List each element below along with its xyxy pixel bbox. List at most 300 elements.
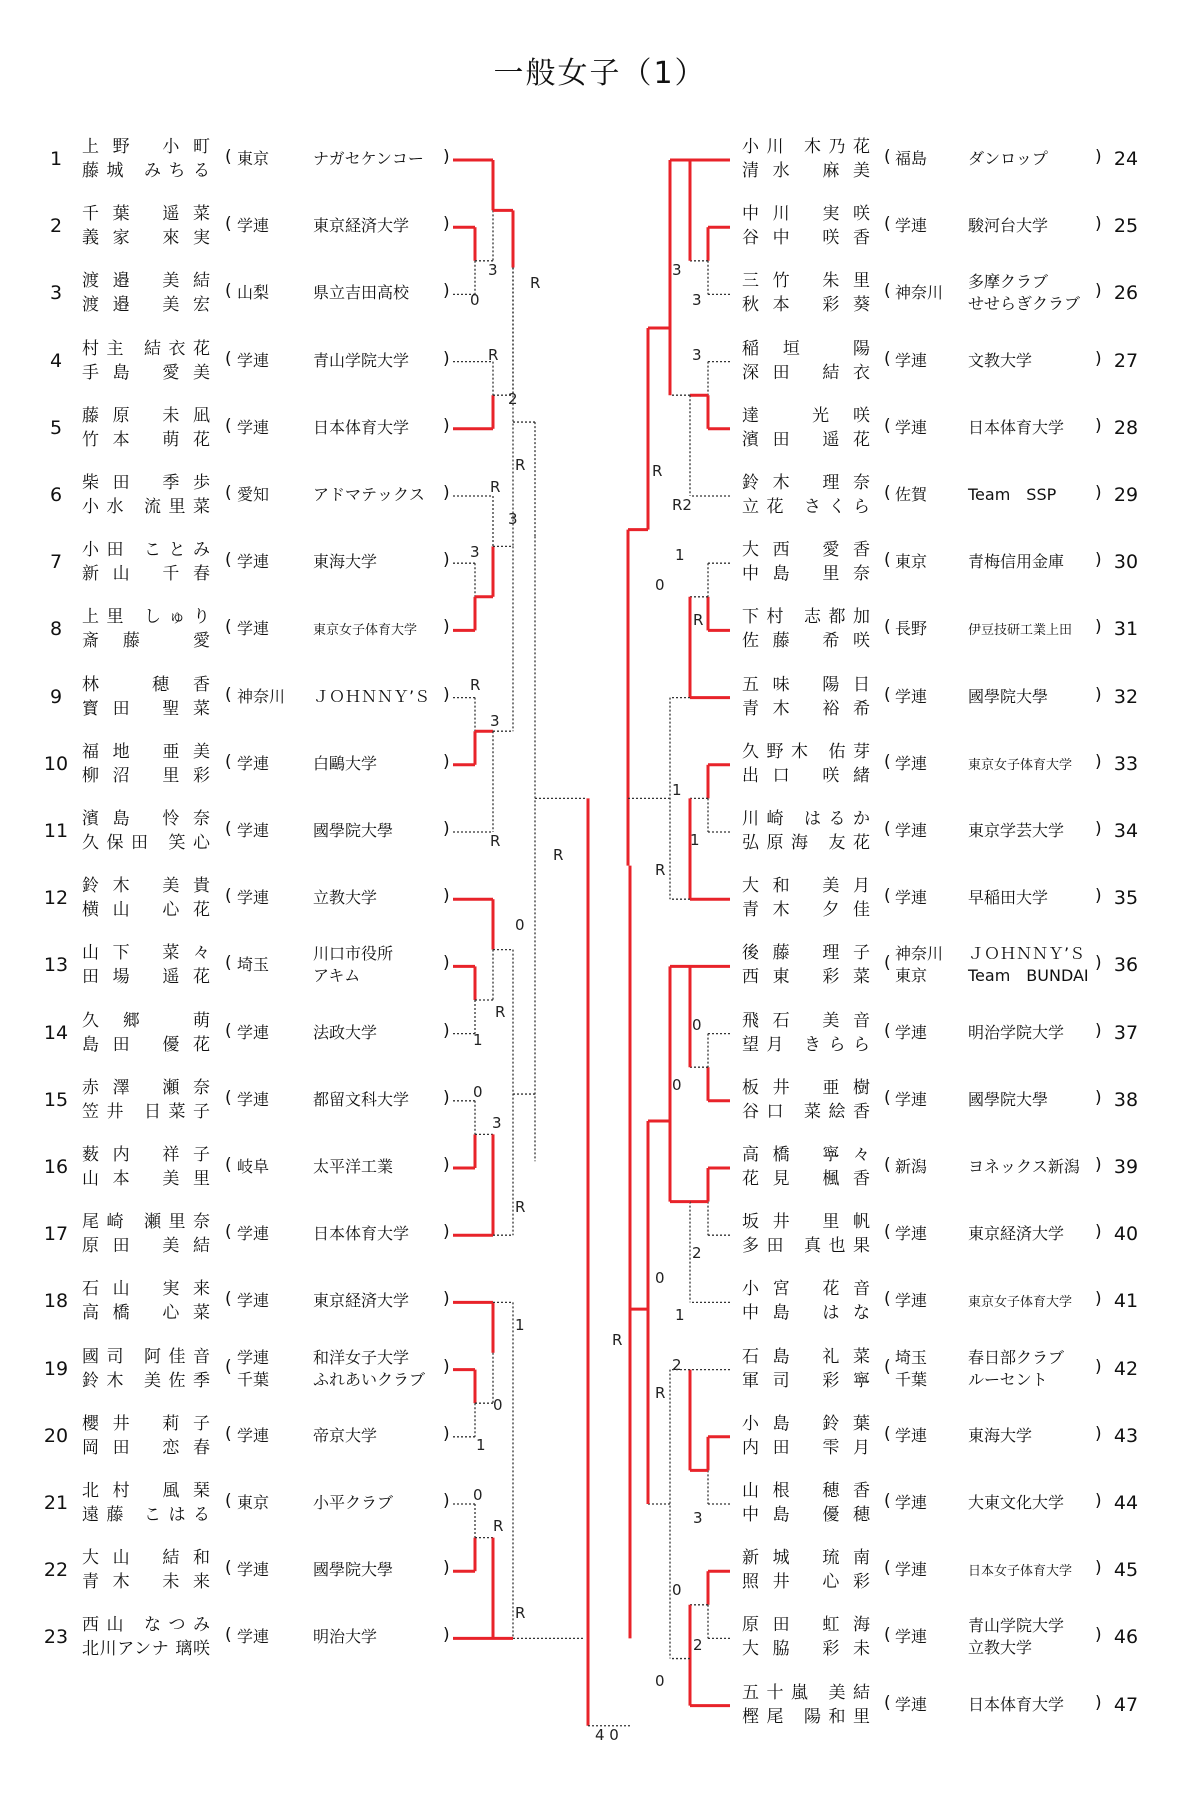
close-paren: ) [443, 819, 450, 839]
prefecture: 学連 [237, 1291, 270, 1311]
player-name: 藤原 未凪 [82, 405, 210, 426]
open-paren: ( [884, 819, 891, 839]
prefecture: 学連 [237, 1560, 270, 1580]
open-paren: ( [884, 684, 891, 705]
club-name: ダンロップ [968, 149, 1048, 168]
close-paren: ) [1095, 1087, 1102, 1108]
player-name: 石山 実来 [82, 1279, 210, 1300]
player-name: 千葉 遥菜 [82, 204, 210, 225]
club-name: 小平クラブ [313, 1493, 394, 1512]
prefecture: 新潟 [895, 1157, 928, 1176]
player-name: 望月 きらら [742, 1034, 870, 1055]
close-paren: ) [443, 1356, 450, 1377]
draw-number: 13 [43, 954, 69, 977]
player-name: 花見 楓香 [742, 1169, 870, 1189]
club-name: ＪＯＨＮＮＹ’Ｓ [313, 686, 431, 706]
match-score: 3 [492, 1114, 502, 1132]
prefecture: 東京 [237, 149, 270, 168]
club-name: ナガセケンコー [313, 149, 424, 168]
draw-number: 43 [1113, 1424, 1139, 1447]
player-name: 秋本 彩葵 [742, 295, 870, 316]
close-paren: ) [1095, 886, 1102, 907]
prefecture: 神奈川 [895, 944, 944, 964]
player-name: 久野木 佑芽 [742, 741, 870, 762]
open-paren: ( [884, 1491, 891, 1511]
player-name: 島田 優花 [82, 1034, 210, 1055]
close-paren: ) [443, 953, 450, 974]
player-name: 小田 ことみ [82, 540, 210, 561]
player-name: 渡邉 美結 [82, 271, 210, 292]
open-paren: ( [225, 1491, 232, 1511]
close-paren: ) [1095, 214, 1102, 235]
prefecture: 学連 [895, 888, 928, 908]
player-name: 小水 流里菜 [82, 497, 210, 517]
club-name: 國學院大學 [968, 1089, 1049, 1109]
prefecture: 学連 [237, 350, 270, 370]
club-name: Team BUNDAI [968, 966, 1089, 986]
draw-number: 17 [43, 1223, 69, 1246]
close-paren: ) [1095, 147, 1102, 167]
match-score: 0 [672, 1581, 682, 1599]
match-score: R [490, 478, 501, 496]
club-name: 東京女子体育大学 [968, 1295, 1073, 1311]
player-name: 柴田 季歩 [82, 473, 210, 493]
prefecture: 学連 [237, 1089, 270, 1109]
club-name: ヨネックス新潟 [968, 1157, 1080, 1176]
draw-number: 21 [43, 1492, 69, 1514]
prefecture: 学連 [895, 1425, 928, 1445]
open-paren: ( [225, 1558, 232, 1579]
open-paren: ( [225, 483, 232, 503]
club-name: 太平洋工業 [313, 1157, 394, 1176]
club-name: 東京経済大学 [313, 216, 410, 236]
open-paren: ( [225, 1087, 232, 1108]
draw-number: 23 [43, 1626, 69, 1649]
draw-number: 27 [1113, 349, 1139, 372]
match-score: R [612, 1331, 623, 1349]
draw-number: 15 [43, 1088, 69, 1111]
prefecture: 学連 [237, 1627, 270, 1647]
close-paren: ) [1095, 1020, 1102, 1041]
prefecture: 学連 [237, 1347, 270, 1367]
draw-number: 5 [49, 416, 63, 439]
player-name: 笠井 日菜子 [82, 1101, 210, 1122]
match-score: R [493, 1517, 504, 1535]
open-paren: ( [225, 1020, 232, 1041]
player-name: 岡田 恋春 [82, 1437, 210, 1458]
player-name: 上里 しゅり [82, 607, 210, 628]
player-name: 大西 愛香 [742, 540, 870, 561]
draw-number: 19 [43, 1357, 69, 1380]
prefecture: 東京 [237, 1493, 270, 1512]
match-score: 0 [473, 1486, 483, 1504]
close-paren: ) [443, 617, 450, 638]
close-paren: ) [443, 1222, 450, 1243]
close-paren: ) [443, 1289, 450, 1310]
match-score: R [553, 846, 564, 864]
match-score: 3 [470, 543, 480, 561]
close-paren: ) [443, 684, 450, 705]
draw-number: 32 [1113, 685, 1139, 708]
open-paren: ( [884, 617, 891, 638]
draw-number: 10 [43, 752, 69, 775]
open-paren: ( [225, 214, 232, 235]
match-score: 2 [508, 390, 518, 408]
open-paren: ( [884, 1289, 891, 1310]
club-name: 日本体育大学 [968, 1694, 1065, 1714]
player-name: 軍司 彩寧 [742, 1370, 870, 1391]
prefecture: 神奈川 [895, 283, 944, 303]
draw-number: 34 [1113, 820, 1139, 842]
close-paren: ) [1095, 953, 1102, 974]
match-score: R [655, 1384, 666, 1402]
club-name: 東京経済大学 [968, 1224, 1065, 1244]
close-paren: ) [1095, 1155, 1102, 1175]
prefecture: 学連 [237, 417, 270, 437]
match-score: R [652, 462, 663, 480]
open-paren: ( [884, 214, 891, 235]
match-score: 0 [473, 1083, 483, 1101]
draw-number: 37 [1113, 1021, 1139, 1044]
prefecture: 千葉 [237, 1369, 270, 1389]
prefecture: 学連 [895, 1694, 928, 1714]
prefecture: 学連 [895, 1022, 928, 1042]
player-name: 斎藤 愛 [82, 631, 210, 652]
prefecture: 学連 [895, 1224, 928, 1244]
open-paren: ( [225, 1356, 232, 1377]
club-name: 國學院大學 [313, 1560, 394, 1580]
draw-number: 22 [43, 1559, 69, 1582]
open-paren: ( [225, 1625, 232, 1646]
player-name: 大脇 彩未 [742, 1639, 870, 1660]
player-name: 上野 小町 [82, 137, 210, 157]
close-paren: ) [1095, 550, 1102, 571]
club-name: 明治学院大学 [968, 1022, 1065, 1042]
open-paren: ( [884, 953, 891, 974]
player-name: 田場 遥花 [82, 967, 210, 988]
draw-number: 7 [49, 551, 63, 574]
prefecture: 東京 [895, 966, 928, 986]
club-name: 青梅信用金庫 [968, 552, 1065, 572]
match-score: R [515, 1604, 526, 1622]
player-name: 藤城 みちる [82, 161, 210, 181]
match-score: 0 [470, 291, 480, 309]
prefecture: 学連 [237, 552, 270, 572]
prefecture: 佐賀 [895, 485, 928, 504]
club-name: 明治大学 [313, 1627, 378, 1647]
draw-number: 42 [1113, 1357, 1139, 1380]
match-score: 0 [515, 916, 525, 934]
club-name: 多摩クラブ [968, 272, 1049, 292]
match-score: 1 [672, 781, 682, 799]
player-name: 手島 愛美 [82, 362, 210, 383]
match-score: R [515, 456, 526, 474]
close-paren: ) [443, 1087, 450, 1108]
match-score: R [470, 676, 481, 694]
player-name: 西山 なつみ [82, 1615, 210, 1636]
close-paren: ) [1095, 1558, 1102, 1579]
close-paren: ) [1095, 1625, 1102, 1646]
club-name: 青山学院大学 [313, 350, 410, 370]
club-name: 伊豆技研工業上田 [968, 623, 1073, 639]
prefecture: 学連 [237, 619, 270, 639]
open-paren: ( [884, 147, 891, 167]
player-name: 新城 琉南 [742, 1548, 870, 1569]
close-paren: ) [1095, 483, 1102, 503]
club-name: ルーセント [968, 1369, 1048, 1389]
club-name: 東京経済大学 [313, 1291, 410, 1311]
player-name: 達 光咲 [742, 405, 870, 426]
open-paren: ( [884, 1020, 891, 1041]
close-paren: ) [1095, 1289, 1102, 1310]
close-paren: ) [1095, 1491, 1102, 1511]
open-paren: ( [225, 1423, 232, 1444]
player-name: 弘原海 友花 [742, 833, 870, 853]
club-name: 白鷗大学 [313, 753, 378, 773]
draw-number: 31 [1113, 618, 1139, 641]
prefecture: 学連 [237, 1022, 270, 1042]
club-name: 立教大学 [313, 888, 378, 908]
open-paren: ( [225, 348, 232, 369]
player-name: 林 穂香 [82, 674, 210, 695]
open-paren: ( [884, 1222, 891, 1243]
player-name: 山下 菜々 [82, 943, 210, 964]
match-score: R [530, 274, 541, 292]
club-name: 和洋女子大学 [313, 1347, 410, 1367]
club-name: 都留文科大学 [313, 1089, 410, 1109]
draw-number: 20 [43, 1424, 69, 1447]
draw-number: 25 [1113, 215, 1139, 238]
player-name: 高橋 寧々 [742, 1145, 870, 1165]
prefecture: 学連 [895, 753, 928, 773]
player-name: 久保田 笑心 [82, 833, 210, 853]
close-paren: ) [443, 550, 450, 571]
player-name: 小島 鈴葉 [742, 1413, 870, 1434]
club-name: 春日部クラブ [968, 1347, 1065, 1367]
club-name: 日本体育大学 [313, 1224, 410, 1244]
player-name: 中川 実咲 [742, 204, 870, 225]
close-paren: ) [443, 1491, 450, 1511]
player-name: 遠藤 こはる [82, 1505, 210, 1525]
close-paren: ) [1095, 348, 1102, 369]
prefecture: 学連 [237, 1224, 270, 1244]
player-name: 立花 さくら [742, 497, 870, 517]
player-name: 大山 結和 [82, 1548, 210, 1569]
player-name: 中島 里奈 [742, 564, 870, 585]
prefecture: 東京 [895, 552, 928, 572]
player-name: 鈴木 美貴 [82, 876, 210, 897]
club-name: 東海大学 [968, 1425, 1033, 1445]
prefecture: 学連 [895, 1627, 928, 1647]
open-paren: ( [225, 819, 232, 839]
draw-number: 39 [1113, 1156, 1139, 1178]
open-paren: ( [884, 483, 891, 503]
club-name: 大東文化大学 [968, 1493, 1065, 1512]
open-paren: ( [884, 1625, 891, 1646]
close-paren: ) [1095, 1423, 1102, 1444]
prefecture: 学連 [895, 686, 928, 706]
match-score: 3 [672, 261, 682, 279]
player-name: 高橋 心菜 [82, 1303, 210, 1324]
player-name: 佐藤 希咲 [742, 631, 870, 652]
player-name: 青木 夕佳 [742, 900, 870, 921]
open-paren: ( [884, 1423, 891, 1444]
draw-number: 18 [43, 1290, 69, 1313]
match-score: 0 [672, 1076, 682, 1094]
open-paren: ( [884, 751, 891, 772]
draw-number: 33 [1113, 752, 1139, 775]
match-score: 2 [692, 1244, 702, 1262]
player-name: 村主 結衣花 [82, 338, 210, 359]
prefecture: 神奈川 [237, 686, 286, 706]
player-name: 義家 來実 [82, 228, 210, 249]
prefecture: 愛知 [237, 485, 270, 504]
open-paren: ( [884, 1558, 891, 1579]
close-paren: ) [1095, 1692, 1102, 1713]
player-name: 柳沼 里彩 [82, 765, 210, 786]
prefecture: 岐阜 [237, 1157, 270, 1176]
player-name: 赤澤 瀬奈 [82, 1077, 210, 1098]
close-paren: ) [443, 1558, 450, 1579]
open-paren: ( [225, 415, 232, 436]
club-name: ＪＯＨＮＮＹ’Ｓ [968, 944, 1086, 964]
club-name: 青山学院大学 [968, 1616, 1065, 1636]
open-paren: ( [225, 1289, 232, 1310]
page-title: 一般女子（1） [493, 56, 707, 91]
match-score: R [495, 1003, 506, 1021]
close-paren: ) [443, 483, 450, 503]
close-paren: ) [1095, 415, 1102, 436]
player-name: 中島 はな [742, 1303, 870, 1324]
club-name: 法政大学 [313, 1022, 378, 1042]
player-name: 寳田 聖菜 [82, 698, 210, 719]
prefecture: 学連 [895, 1493, 928, 1512]
open-paren: ( [884, 348, 891, 369]
club-name: 県立吉田高校 [313, 283, 410, 303]
match-score: R [490, 832, 501, 850]
club-name: 東京学芸大学 [968, 821, 1065, 840]
match-score: 1 [515, 1316, 525, 1334]
draw-number: 41 [1113, 1290, 1139, 1313]
draw-number: 11 [43, 820, 69, 842]
club-name: 日本体育大学 [313, 417, 410, 437]
club-name: 國學院大學 [968, 686, 1049, 706]
close-paren: ) [443, 1020, 450, 1041]
player-name: 坂井 里帆 [742, 1212, 870, 1233]
close-paren: ) [1095, 1222, 1102, 1243]
draw-number: 30 [1113, 551, 1139, 574]
match-score: 3 [692, 346, 702, 364]
open-paren: ( [225, 281, 232, 302]
player-name: 濱島 怜奈 [82, 809, 210, 829]
prefecture: 埼玉 [237, 955, 270, 975]
prefecture: 福島 [895, 149, 928, 168]
prefecture: 千葉 [895, 1369, 928, 1389]
player-name: 後藤 理子 [742, 943, 870, 964]
prefecture: 学連 [237, 753, 270, 773]
player-name: 小川 木乃花 [742, 137, 870, 157]
open-paren: ( [884, 415, 891, 436]
player-name: 原田 美結 [82, 1236, 210, 1257]
close-paren: ) [443, 751, 450, 772]
draw-number: 26 [1113, 282, 1139, 305]
club-name: 駿河台大学 [968, 216, 1049, 236]
club-name: アドマテックス [313, 485, 425, 504]
match-score: R [488, 346, 499, 364]
prefecture: 学連 [895, 216, 928, 236]
match-score: 0 [655, 1672, 665, 1690]
player-name: 横山 心花 [82, 900, 210, 921]
match-score: 0 [493, 1396, 503, 1414]
match-score: R [693, 611, 704, 629]
prefecture: 学連 [237, 216, 270, 236]
draw-number: 44 [1113, 1492, 1139, 1514]
match-score: R [515, 1198, 526, 1216]
draw-number: 35 [1113, 887, 1139, 910]
close-paren: ) [443, 147, 450, 167]
draw-number: 1 [49, 148, 63, 170]
player-name: 飛石 美音 [742, 1010, 870, 1031]
close-paren: ) [443, 348, 450, 369]
player-name: 久郷 萌 [82, 1010, 210, 1031]
player-name: 山本 美里 [82, 1169, 210, 1189]
player-name: 石島 礼菜 [742, 1346, 870, 1367]
draw-number: 2 [49, 215, 63, 238]
match-score: 1 [473, 1031, 483, 1049]
draw-number: 28 [1113, 416, 1139, 439]
open-paren: ( [884, 1087, 891, 1108]
close-paren: ) [1095, 1356, 1102, 1377]
match-score: 2 [693, 1636, 703, 1654]
draw-number: 24 [1113, 148, 1139, 170]
match-score: 0 [692, 1016, 702, 1034]
draw-number: 45 [1113, 1559, 1139, 1582]
close-paren: ) [443, 886, 450, 907]
player-name: 五十嵐 美結 [742, 1682, 870, 1703]
draw-number: 14 [43, 1021, 69, 1044]
player-name: 小宮 花音 [742, 1279, 870, 1300]
match-score: 1 [476, 1436, 486, 1454]
player-name: 新山 千春 [82, 564, 210, 585]
close-paren: ) [443, 214, 450, 235]
club-name: 日本体育大学 [968, 417, 1065, 437]
club-name: 東京女子体育大学 [313, 623, 418, 639]
close-paren: ) [443, 1423, 450, 1444]
player-name: 鈴木 美佐季 [82, 1370, 210, 1391]
player-name: 深田 結衣 [742, 362, 870, 383]
prefecture: 学連 [895, 350, 928, 370]
prefecture: 学連 [237, 888, 270, 908]
player-name: 清水 麻美 [742, 161, 870, 181]
prefecture: 学連 [895, 821, 928, 840]
open-paren: ( [225, 751, 232, 772]
player-name: 渡邉 美宏 [82, 295, 210, 316]
player-name: 出口 咲緒 [742, 765, 870, 786]
player-name: 青木 未来 [82, 1572, 210, 1593]
player-name: 山根 穂香 [742, 1481, 870, 1501]
open-paren: ( [884, 1692, 891, 1713]
prefecture: 学連 [895, 1560, 928, 1580]
prefecture: 学連 [895, 1089, 928, 1109]
player-name: 多田 真也果 [742, 1236, 870, 1257]
close-paren: ) [443, 1155, 450, 1175]
player-name: 樫尾 陽和里 [742, 1706, 870, 1727]
open-paren: ( [884, 1155, 891, 1175]
player-name: 三竹 朱里 [742, 271, 870, 292]
player-name: 下村 志都加 [742, 607, 870, 628]
player-name: 内田 雫月 [742, 1437, 870, 1458]
club-name: 早稲田大学 [968, 888, 1049, 908]
